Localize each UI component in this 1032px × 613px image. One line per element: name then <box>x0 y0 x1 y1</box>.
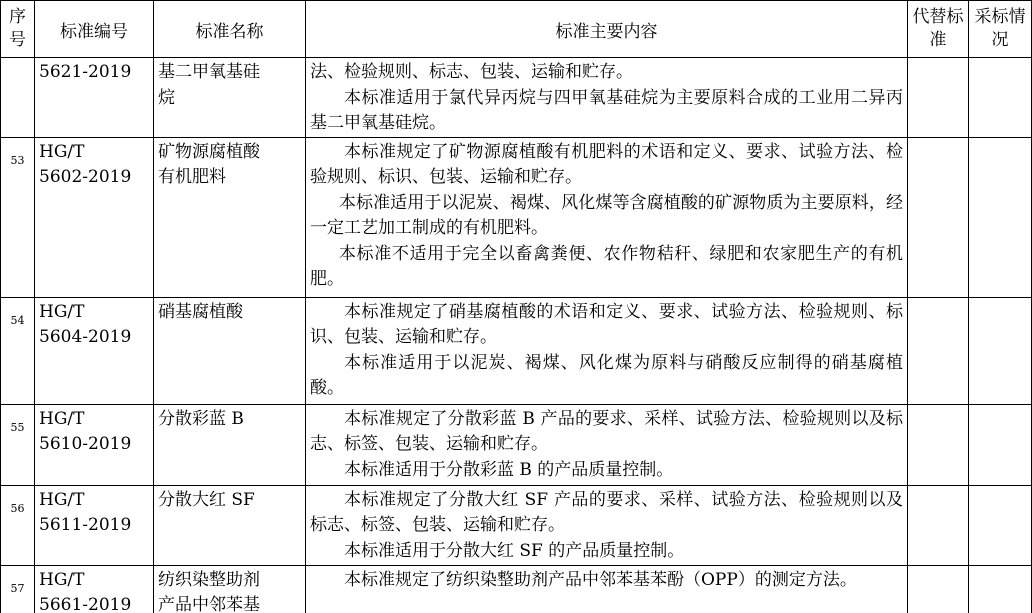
row-number: 54 <box>1 297 35 404</box>
standard-name <box>154 297 306 404</box>
standard-code-line: 5661-2019 <box>39 595 132 613</box>
row-number: 55 <box>1 404 35 485</box>
standard-code <box>35 404 154 485</box>
standard-code-line: 5621-2019 <box>39 62 132 82</box>
content-paragraph: 法、检验规则、标志、包装、运输和贮存。 <box>310 62 633 82</box>
standard-name-line: 基二甲氧基硅 <box>158 62 260 82</box>
adopt-cell <box>969 404 1032 485</box>
content-paragraph: 本标准适用于以泥炭、褐煤、风化煤等含腐植酸的矿源物质为主要原料，经一定工艺加工制成的有机肥料。 <box>310 192 903 238</box>
replace-cell <box>908 137 969 297</box>
replace-cell <box>908 297 969 404</box>
adopt-cell <box>969 297 1032 404</box>
header-seq: 序号 <box>1 1 35 58</box>
standard-content <box>306 485 908 565</box>
standard-name-line: 分散彩蓝 B <box>158 408 244 429</box>
content-paragraph: 本标准规定了分散彩蓝 B 产品的要求、采样、试验方法、检验规则以及标志、标签、包装、运输和贮存。 <box>310 408 903 454</box>
row-number: 56 <box>1 485 35 565</box>
adopt-cell <box>969 58 1032 138</box>
standard-code <box>35 565 154 613</box>
standard-code <box>35 58 154 138</box>
standard-name-line: 硝基腐植酸 <box>158 301 243 322</box>
standard-content <box>306 137 908 297</box>
row-number <box>1 58 35 138</box>
header-name: 标准名称 <box>154 1 306 58</box>
standard-name-line: 产品中邻苯基 <box>158 595 260 613</box>
table-row <box>1 58 1032 138</box>
standard-code-line: HG/T <box>39 408 85 429</box>
content-paragraph: 本标准不适用于完全以畜禽粪便、农作物秸秆、绿肥和农家肥生产的有机肥。 <box>310 243 903 289</box>
standard-code <box>35 485 154 565</box>
adopt-cell <box>969 137 1032 297</box>
adopt-cell <box>969 485 1032 565</box>
standard-name <box>154 137 306 297</box>
table-row <box>1 404 1032 485</box>
table-row <box>1 485 1032 565</box>
standard-content <box>306 297 908 404</box>
row-number: 53 <box>1 137 35 297</box>
header-content: 标准主要内容 <box>306 1 908 58</box>
standard-name <box>154 404 306 485</box>
standard-code <box>35 297 154 404</box>
standard-name-line: 矿物源腐植酸 <box>158 141 260 162</box>
content-paragraph: 本标准规定了矿物源腐植酸有机肥料的术语和定义、要求、试验方法、检验规则、标识、包装、运输和贮存。 <box>310 141 903 187</box>
header-adopt: 采标情况 <box>969 1 1032 58</box>
table-row <box>1 297 1032 404</box>
standard-name-line: 有机肥料 <box>158 167 226 187</box>
content-paragraph: 本标准适用于分散大红 SF 的产品质量控制。 <box>344 540 685 561</box>
standard-name-line: 纺织染整助剂 <box>158 569 260 590</box>
standard-code-line: HG/T <box>39 141 85 162</box>
standard-code-line: 5604-2019 <box>39 327 132 347</box>
header-replace: 代替标准 <box>908 1 969 58</box>
standard-name-line: 烷 <box>158 87 175 108</box>
content-paragraph: 本标准适用于以泥炭、褐煤、风化煤为原料与硝酸反应制得的硝基腐植酸。 <box>310 352 903 398</box>
content-paragraph: 本标准规定了硝基腐植酸的术语和定义、要求、试验方法、检验规则、标识、包装、运输和贮存。 <box>310 301 903 347</box>
standard-code-line: 5610-2019 <box>39 434 132 454</box>
table-row <box>1 565 1032 613</box>
table-row <box>1 137 1032 297</box>
replace-cell <box>908 58 969 138</box>
standard-name <box>154 485 306 565</box>
content-paragraph: 本标准适用于氯代异丙烷与四甲氧基硅烷为主要原料合成的工业用二异丙基二甲氧基硅烷。 <box>310 87 903 133</box>
standard-name <box>154 58 306 138</box>
adopt-cell <box>969 565 1032 613</box>
standard-name-line: 分散大红 SF <box>158 489 255 510</box>
standard-code <box>35 137 154 297</box>
replace-cell <box>908 485 969 565</box>
replace-cell <box>908 565 969 613</box>
table-header-row <box>1 1 1032 58</box>
row-number: 57 <box>1 565 35 613</box>
standard-content <box>306 58 908 138</box>
content-paragraph: 本标准适用于分散彩蓝 B 的产品质量控制。 <box>344 459 674 480</box>
standard-code-line: HG/T <box>39 489 85 510</box>
standard-code-line: HG/T <box>39 569 85 590</box>
standard-content <box>306 404 908 485</box>
content-paragraph: 本标准规定了分散大红 SF 产品的要求、采样、试验方法、检验规则以及标志、标签、包装、运输和贮存。 <box>310 489 903 535</box>
replace-cell <box>908 404 969 485</box>
standard-content <box>306 565 908 613</box>
standard-name <box>154 565 306 613</box>
standard-code-line: HG/T <box>39 301 85 322</box>
standard-code-line: 5611-2019 <box>39 515 132 535</box>
standard-code-line: 5602-2019 <box>39 167 132 187</box>
header-code: 标准编号 <box>35 1 154 58</box>
content-paragraph: 本标准规定了纺织染整助剂产品中邻苯基苯酚（OPP）的测定方法。 <box>344 569 857 590</box>
